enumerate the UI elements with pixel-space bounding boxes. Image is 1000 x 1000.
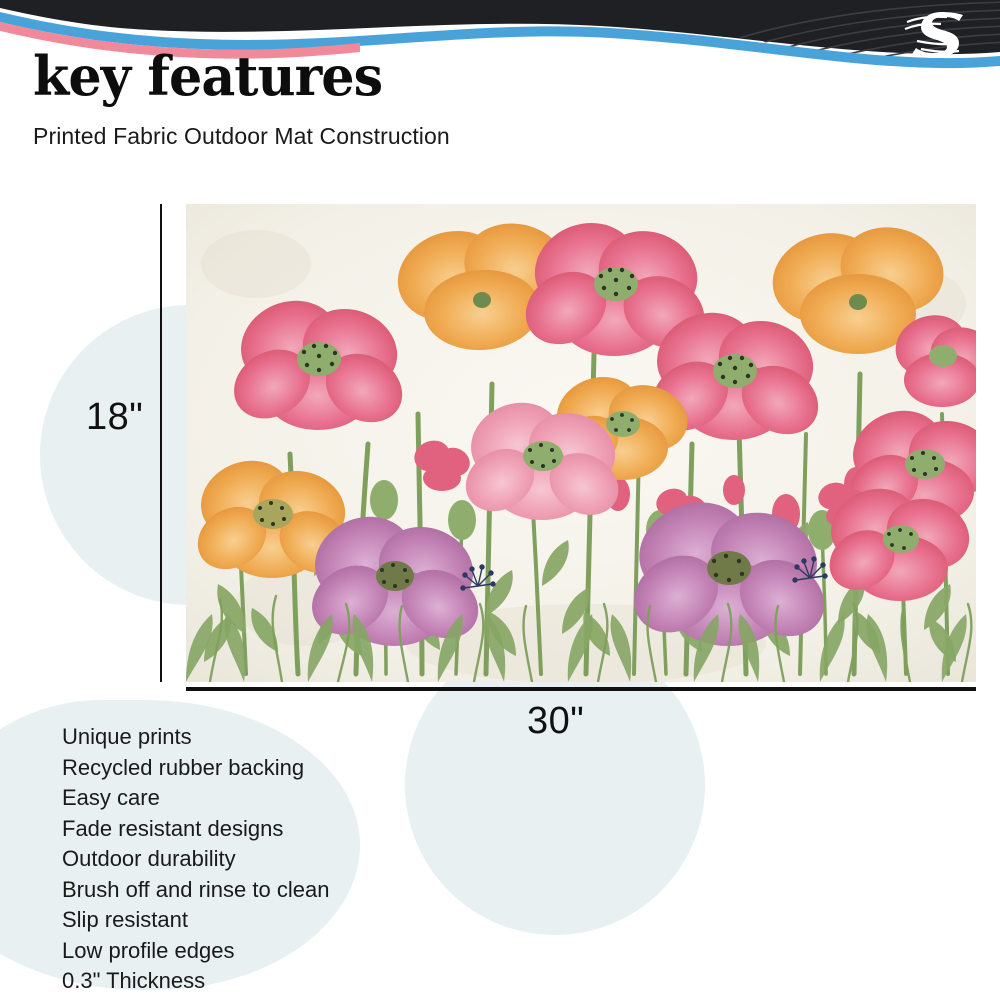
list-item: Slip resistant (62, 907, 188, 932)
width-dimension-label: 30" (527, 700, 585, 742)
list-item: 0.3" Thickness (62, 968, 206, 993)
height-guide-line (160, 204, 162, 682)
list-item: Unique prints (62, 724, 192, 749)
page-subtitle: Printed Fabric Outdoor Mat Construction (33, 122, 450, 149)
swan-logo-icon (897, 8, 971, 58)
feature-list (62, 722, 329, 997)
list-item: Low profile edges (62, 937, 235, 963)
list-item: Easy care (62, 785, 160, 810)
width-guide-line (186, 687, 976, 691)
list-item: Outdoor durability (62, 846, 236, 871)
product-image-mat (186, 204, 976, 682)
height-dimension-label: 18" (86, 396, 144, 438)
list-item: Recycled rubber backing (62, 754, 305, 780)
title-block (33, 44, 673, 150)
brand-logo (894, 6, 974, 60)
watercolor-poppies-artwork (186, 204, 976, 682)
list-item: Brush off and rinse to clean (62, 876, 330, 902)
list-item: Fade resistant designs (62, 815, 284, 841)
page-title: key features (33, 44, 383, 108)
